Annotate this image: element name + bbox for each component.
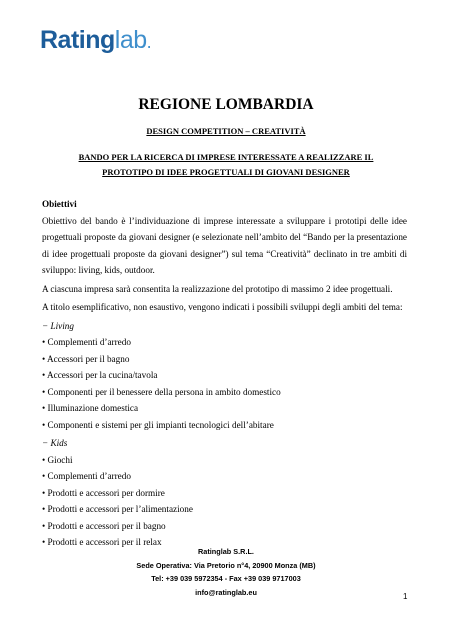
document-title: REGIONE LOMBARDIA xyxy=(138,96,314,113)
page-number: 1 xyxy=(403,592,408,601)
paragraph-examples-intro: A titolo esemplificativo, non esaustivo, vengono indicati i possibili sviluppi degli ambiti del tema: xyxy=(42,302,403,312)
paragraph-line: progettuali proposte da giovani designer (e selezionate nell’ambito del “Bando per la presentazione xyxy=(42,232,407,242)
list-item: • Illuminazione domestica xyxy=(42,403,139,413)
footer-address: Sede Operativa: Via Pretorio n°4, 20900 Monza (MB) xyxy=(136,560,316,570)
section-heading-obiettivi: Obiettivi xyxy=(42,199,77,209)
category-living-label: − Living xyxy=(42,320,74,331)
paragraph-line: Obiettivo del bando è l’individuazione di imprese interessate a sviluppare i prototipi delle idee xyxy=(42,215,407,226)
list-item: • Accessori per la cucina/tavola xyxy=(42,370,158,380)
document-body xyxy=(42,196,407,551)
paragraph-limit: A ciascuna impresa sarà consentita la realizzazione del prototipo di massimo 2 idee progettuali. xyxy=(42,283,393,294)
paragraph-line: sviluppo: living, kids, outdoor. xyxy=(42,265,155,275)
list-item: • Accessori per il bagno xyxy=(42,353,130,364)
list-item: • Prodotti e accessori per dormire xyxy=(42,487,165,498)
list-item: • Complementi d’arredo xyxy=(42,471,131,481)
paragraph-line: di idee progettuali proposte da giovani designer”) sul tema “Creatività” declinato in tre ambiti di xyxy=(42,248,407,259)
list-item: • Prodotti e accessori per il bagno xyxy=(42,520,166,531)
footer-company: Ratinglab S.R.L. xyxy=(198,547,254,556)
list-item: • Prodotti e accessori per il relax xyxy=(42,537,162,547)
list-item: • Componenti per il benessere della persona in ambito domestico xyxy=(42,386,281,397)
list-item: • Complementi d’arredo xyxy=(42,337,131,347)
footer-email: info@ratinglab.eu xyxy=(195,587,257,597)
page-footer xyxy=(0,545,452,599)
category-kids-label: − Kids xyxy=(42,438,68,448)
bando-heading xyxy=(40,150,412,180)
document-subtitle: DESIGN COMPETITION – CREATIVITÀ xyxy=(146,126,306,136)
list-item: • Giochi xyxy=(42,454,73,465)
footer-phone: Tel: +39 039 5972354 - Fax +39 039 9717003 xyxy=(151,574,301,583)
bando-heading-line-1: BANDO PER LA RICERCA DI IMPRESE INTERESSATE A REALIZZARE IL xyxy=(78,152,374,162)
bando-heading-line-2: PROTOTIPO DI IDEE PROGETTUALI DI GIOVANI DESIGNER xyxy=(102,167,350,177)
logo-text-lab: lab xyxy=(114,26,147,54)
list-item: • Componenti e sistemi per gli impianti tecnologici dell’abitare xyxy=(42,419,274,430)
ratinglab-logo xyxy=(40,28,151,53)
logo-text-rating: Rating xyxy=(40,26,115,54)
list-item: • Prodotti e accessori per l’alimentazione xyxy=(42,504,193,514)
paragraph-obiettivo xyxy=(42,213,407,279)
logo-dot: . xyxy=(146,32,152,52)
